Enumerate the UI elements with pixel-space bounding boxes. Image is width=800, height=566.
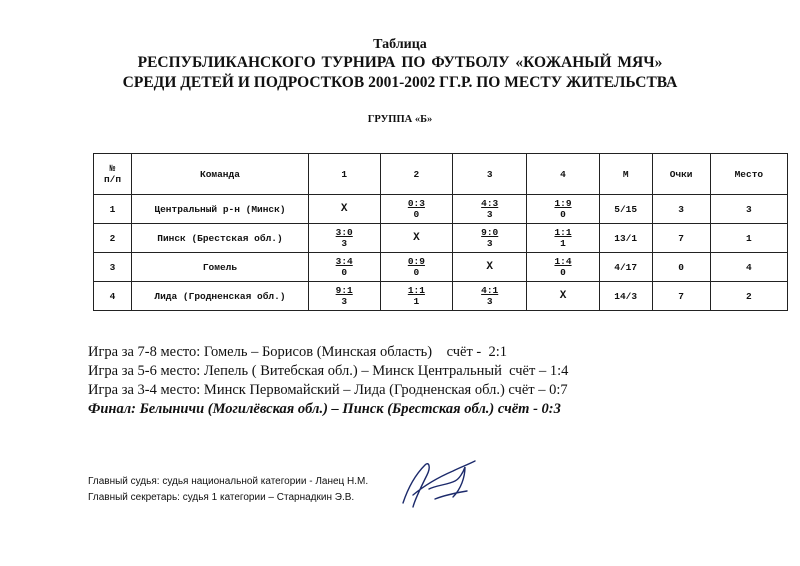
match-points: 0 xyxy=(560,267,566,278)
match-score: 0:3 xyxy=(407,198,425,209)
match-cell xyxy=(453,282,527,311)
match-cell xyxy=(527,224,600,253)
match-points: 3 xyxy=(486,296,493,307)
match-cell xyxy=(308,224,380,253)
goals-cell: 13/1 xyxy=(599,224,652,253)
points-cell: 7 xyxy=(652,282,710,311)
match-score: 1:1 xyxy=(407,285,425,296)
match-score: 0:9 xyxy=(407,256,425,267)
self-match-mark: Х xyxy=(453,253,527,282)
result-7-8: Игра за 7-8 место: Гомель – Борисов (Минская область) счёт - 2:1 xyxy=(88,344,508,360)
match-cell xyxy=(453,195,527,224)
standings-table xyxy=(93,153,788,311)
table-row xyxy=(94,195,788,224)
match-cell xyxy=(308,282,380,311)
signature-image xyxy=(395,455,480,515)
place-cell: 1 xyxy=(710,224,787,253)
result-5-6: Игра за 5-6 место: Лепель ( Витебская обл.) – Минск Центральный счёт – 1:4 xyxy=(88,363,569,379)
doc-title: Таблица xyxy=(373,37,427,52)
place-cell: 4 xyxy=(710,253,787,282)
result-3-4: Игра за 3-4 место: Минск Первомайский – Лида (Гродненская обл.) счёт – 0:7 xyxy=(88,382,568,398)
row-num: 2 xyxy=(94,224,132,253)
match-points: 1 xyxy=(413,296,420,307)
col-header-points: Очки xyxy=(652,154,710,195)
match-cell xyxy=(308,253,380,282)
match-score: 1:4 xyxy=(554,256,572,267)
self-match-mark: Х xyxy=(380,224,453,253)
match-points: 0 xyxy=(560,209,566,220)
match-score: 3:0 xyxy=(335,227,353,238)
match-points: 3 xyxy=(486,209,493,220)
match-points: 3 xyxy=(486,238,493,249)
row-num: 1 xyxy=(94,195,132,224)
officials-block xyxy=(88,474,368,506)
goals-cell: 4/17 xyxy=(599,253,652,282)
match-points: 0 xyxy=(341,267,348,278)
goals-cell: 5/15 xyxy=(599,195,652,224)
self-match-mark: Х xyxy=(308,195,380,224)
points-cell: 0 xyxy=(652,253,710,282)
table-header-row xyxy=(94,154,788,195)
table-row xyxy=(94,282,788,311)
col-header-1: 1 xyxy=(308,154,380,195)
col-header-team: Команда xyxy=(132,154,309,195)
chief-judge: Главный судья: судья национальной категории - Ланец Н.М. xyxy=(88,476,369,487)
col-header-goals: М xyxy=(599,154,652,195)
place-cell: 2 xyxy=(710,282,787,311)
points-cell: 3 xyxy=(652,195,710,224)
chief-secretary: Главный секретарь: судья 1 категории – Старнадкин Э.В. xyxy=(88,492,355,503)
col-header-2: 2 xyxy=(380,154,453,195)
match-score: 1:1 xyxy=(554,227,572,238)
team-name: Пинск (Брестская обл.) xyxy=(132,224,309,253)
match-cell xyxy=(380,253,453,282)
match-score: 3:4 xyxy=(335,256,353,267)
match-points: 3 xyxy=(341,296,348,307)
match-score: 9:0 xyxy=(481,227,499,238)
team-name: Гомель xyxy=(132,253,309,282)
col-header-num-line1: № xyxy=(109,163,116,174)
col-header-num-line2: п/п xyxy=(103,174,122,185)
match-score: 4:1 xyxy=(481,285,499,296)
row-num: 4 xyxy=(94,282,132,311)
self-match-mark: Х xyxy=(527,282,600,311)
match-cell xyxy=(527,253,600,282)
match-points: 0 xyxy=(413,209,420,220)
match-cell xyxy=(380,282,453,311)
team-name: Центральный р-н (Минск) xyxy=(132,195,309,224)
table-row xyxy=(94,224,788,253)
table-row xyxy=(94,253,788,282)
match-points: 3 xyxy=(341,238,348,249)
match-cell xyxy=(453,224,527,253)
match-score: 9:1 xyxy=(335,285,353,296)
match-cell xyxy=(380,195,453,224)
playoff-results xyxy=(88,343,568,419)
match-points: 0 xyxy=(413,267,420,278)
place-cell: 3 xyxy=(710,195,787,224)
col-header-place: Место xyxy=(710,154,787,195)
goals-cell: 14/3 xyxy=(599,282,652,311)
match-score: 1:9 xyxy=(554,198,572,209)
result-final: Финал: Белыничи (Могилёвская обл.) – Пинск (Брестская обл.) счёт - 0:3 xyxy=(88,401,561,417)
team-name: Лида (Гродненская обл.) xyxy=(132,282,309,311)
tournament-subtitle: СРЕДИ ДЕТЕЙ И ПОДРОСТКОВ 2001-2002 ГГ.Р. ПО МЕСТУ ЖИТЕЛЬСТВА xyxy=(122,74,678,91)
col-header-4: 4 xyxy=(527,154,600,195)
tournament-title: РЕСПУБЛИКАНСКОГО ТУРНИРА ПО ФУТБОЛУ «КОЖАНЫЙ МЯЧ» xyxy=(137,54,663,71)
row-num: 3 xyxy=(94,253,132,282)
match-score: 4:3 xyxy=(481,198,499,209)
match-points: 1 xyxy=(560,238,566,249)
col-header-3: 3 xyxy=(453,154,527,195)
group-label: ГРУППА «Б» xyxy=(367,114,433,125)
points-cell: 7 xyxy=(652,224,710,253)
col-header-num xyxy=(94,154,132,195)
match-cell xyxy=(527,195,600,224)
